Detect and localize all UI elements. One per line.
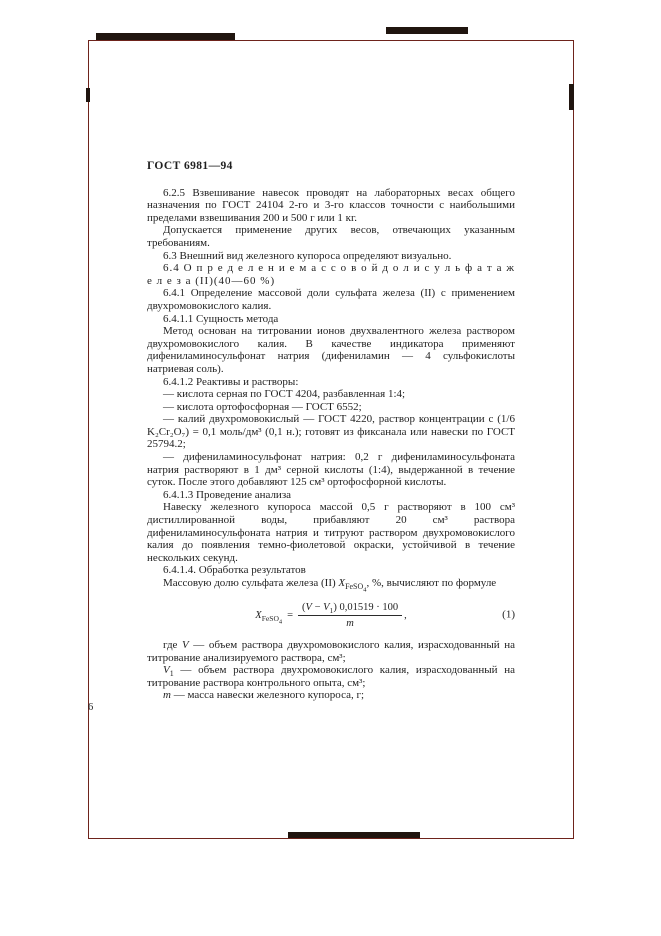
document-header: ГОСТ 6981—94 xyxy=(147,160,233,172)
paragraph: 6.3 Внешний вид железного купороса определяют визуально. xyxy=(163,249,452,262)
math-var-x: $X_{FeSO_4}$ xyxy=(338,577,367,594)
paragraph: — кислота ортофосфорная — ГОСТ 6552; xyxy=(163,400,362,413)
text-column xyxy=(147,160,515,702)
math-var-v1: $V_1$ xyxy=(323,601,334,615)
text-block-upper xyxy=(147,186,515,594)
text-block-lower xyxy=(147,639,515,702)
paragraph: — дифениламиносульфонат натрия: 0,2 г дифениламиносульфоната натрия растворяют в 1 дм³ серной кислоты (1:4), выдержанной в течение суток. После этого добавляют 125 см³ ортофосфорной кислоты. xyxy=(147,451,515,489)
paragraph: 6.4.1.3 Проведение анализа xyxy=(163,488,292,501)
scan-mark-left-edge xyxy=(86,88,90,102)
paragraph: 6.4.1.4. Обработка результатов xyxy=(163,564,306,577)
paragraph: 6.4 О п р е д е л е н и е м а с с о в о й д о л и с у л ь ф а т а ж е л е з а (II)(40—60 %) xyxy=(147,262,515,287)
paragraph: Допускается применение других весов, отвечающих указанным требованиям. xyxy=(147,224,515,249)
paragraph: $V_1$ — объем раствора двухромовокислого калия, израсходованный на титрование раствора контрольного опыта, см³; xyxy=(147,664,515,689)
scan-mark-right-edge xyxy=(569,84,574,110)
paragraph: — калий двухромовокислый — ГОСТ 4220, раствор концентрации с (1/6 K₂Cr₂O₇) = 0,1 моль/дм³ (0,1 н.); готовят из фиксанала или навески по ГОСТ 25794.2; xyxy=(147,413,515,451)
paragraph: Массовую долю сульфата железа (II) $X_{FeSO_4}$, %, вычисляют по формуле xyxy=(163,577,497,594)
scan-mark-bottom xyxy=(288,832,420,838)
paragraph: 6.2.5 Взвешивание навесок проводят на лабораторных весах общего назначения по ГОСТ 24104 2-го и 3-го классов точности с наибольшими пределами взвешивания 200 и 500 г или 1 кг. xyxy=(147,186,515,224)
scan-mark-top-center xyxy=(386,27,468,34)
formula-lhs xyxy=(255,609,283,626)
math-var-v: V xyxy=(305,601,312,613)
math-var-v: V xyxy=(182,639,189,652)
fraction-denominator xyxy=(346,616,354,630)
scan-mark-top-left xyxy=(96,33,235,40)
paragraph: 6.4.1.2 Реактивы и растворы: xyxy=(163,375,299,388)
formula-block xyxy=(147,601,515,630)
paragraph: — кислота серная по ГОСТ 4204, разбавленная 1:4; xyxy=(163,388,406,401)
formula-comma: , xyxy=(404,609,407,621)
fraction-numerator: $(V - V_1)$ 0,01519 · 100 xyxy=(298,601,402,616)
paragraph: Навеску железного купороса массой 0,5 г растворяют в 100 см³ дистиллированной воды, прибавляют 20 см³ раствора дифениламиносульфоната натрия и титруют раствором двухромовокислого калия до появления темно-фиолетовой окраски, устойчивой в течение нескольких секунд. xyxy=(147,501,515,564)
math-var-x: $X_{FeSO_4}$ xyxy=(255,609,283,626)
paragraph: m — масса навески железного купороса, г; xyxy=(163,689,365,702)
math-var-m: m xyxy=(346,617,354,629)
formula-expression xyxy=(255,601,406,630)
formula-number: (1) xyxy=(502,609,515,622)
equals-sign: = xyxy=(287,609,294,621)
paragraph: Метод основан на титровании ионов двухвалентного железа раствором двухромовокислого калия. В качестве индикатора применяют дифениламиносульфонат натрия (дифениламин — 4 сульфокислоты натриевая соль). xyxy=(147,325,515,375)
math-var-v1: $V_1$ xyxy=(163,664,174,679)
paragraph: 6.4.1 Определение массовой доли сульфата железа (II) с применением двухромовокислого калия. xyxy=(147,287,515,312)
page-number: 6 xyxy=(88,702,94,713)
math-var-m: m xyxy=(163,689,171,702)
paragraph: 6.4.1.1 Сущность метода xyxy=(163,312,279,325)
paragraph: где V — объем раствора двухромовокислого калия, израсходованный на титрование анализируемого раствора, см³; xyxy=(147,639,515,664)
fraction xyxy=(298,601,402,630)
